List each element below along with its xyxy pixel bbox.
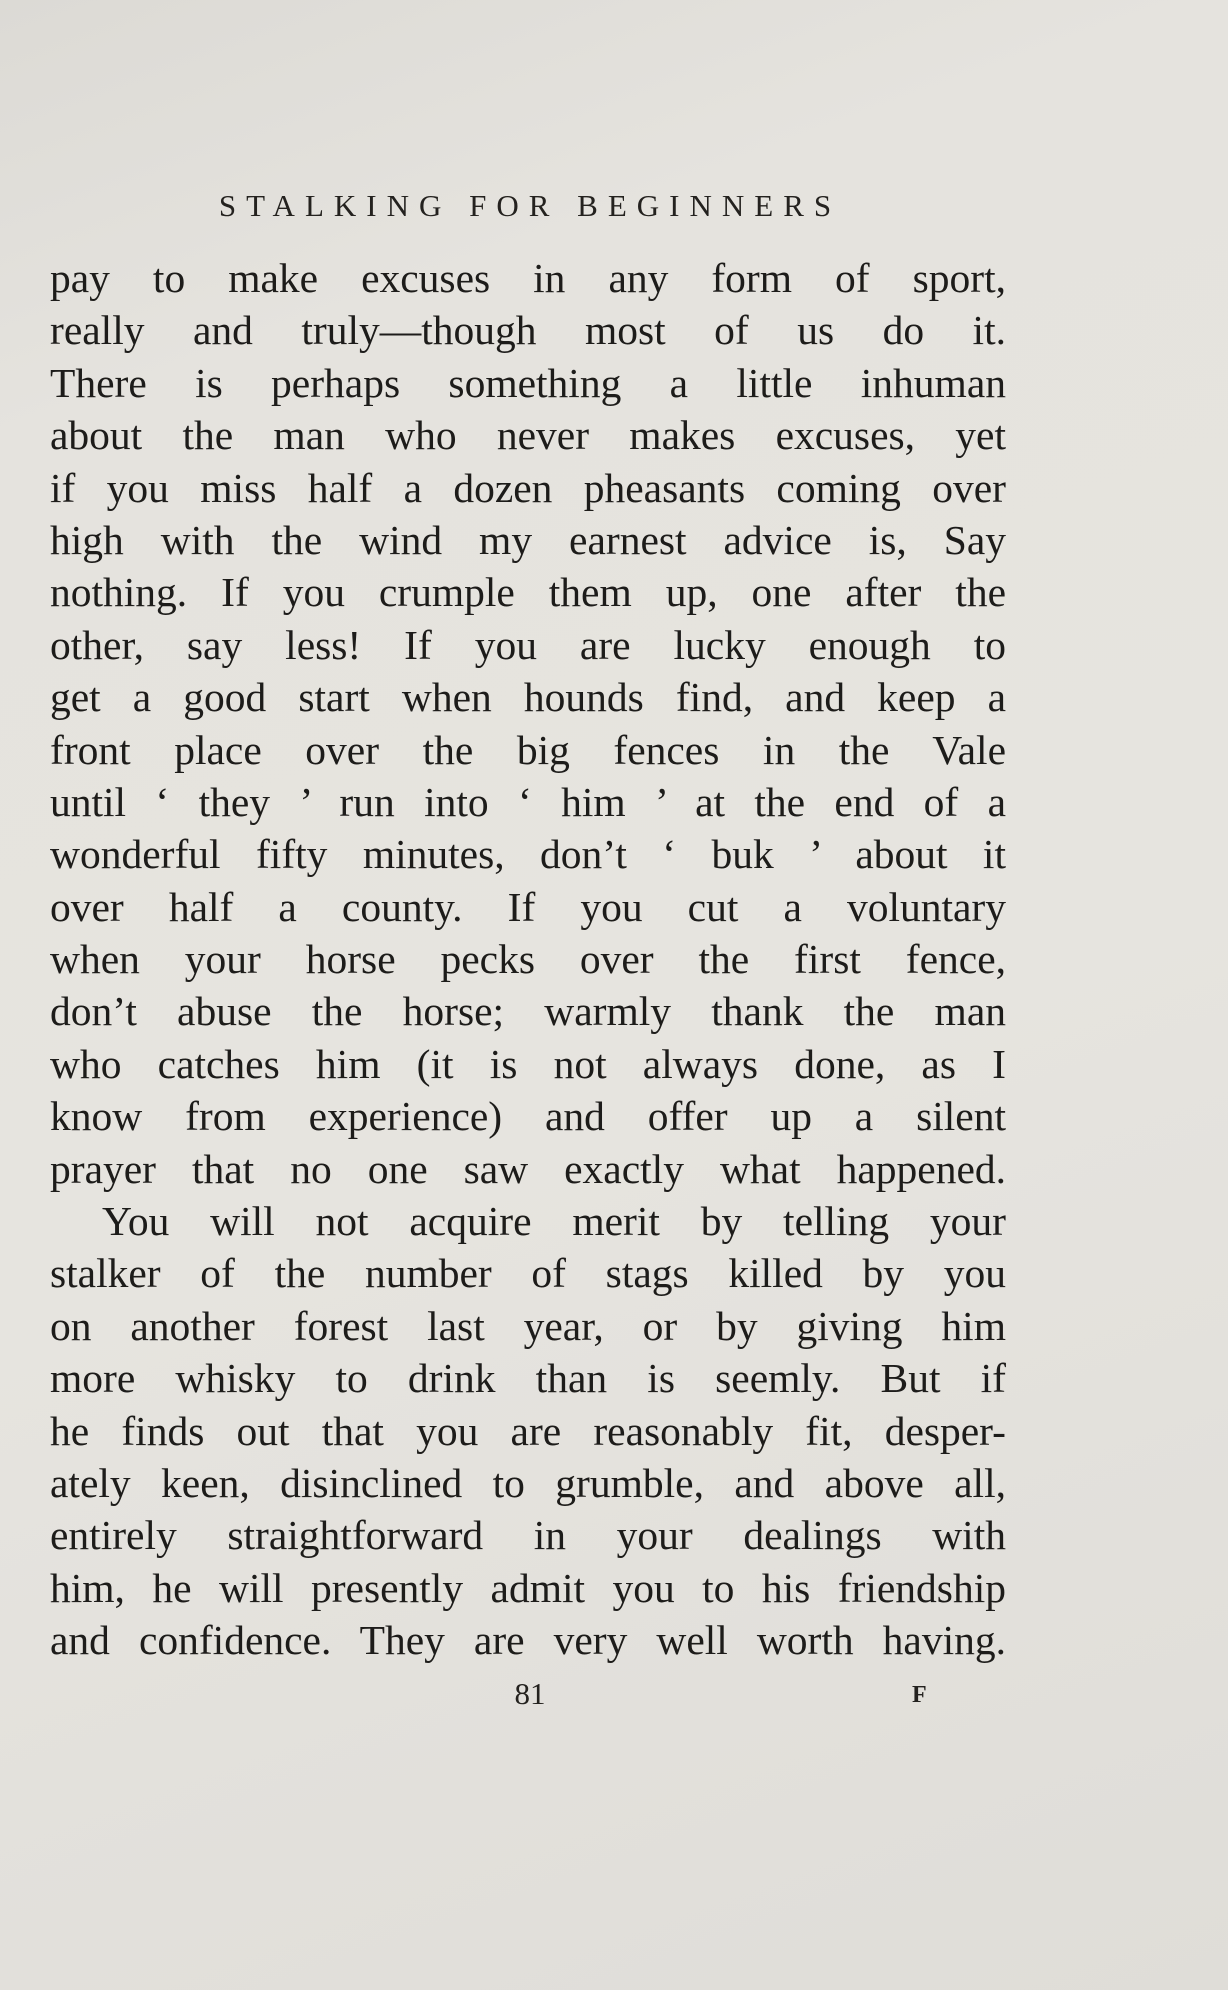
text-line: he finds out that you are reasonably fit, desper- bbox=[50, 1407, 1006, 1454]
body-text bbox=[50, 252, 1006, 1667]
text-line: other, say less! If you are lucky enough to bbox=[50, 621, 1006, 668]
paragraph-start-line: You will not acquire merit by telling your bbox=[102, 1198, 1006, 1245]
text-line: ately keen, disinclined to grumble, and above all, bbox=[50, 1459, 1006, 1506]
text-line: over half a county. If you cut a voluntary bbox=[50, 883, 1006, 930]
text-line: him, he will presently admit you to his friendship bbox=[50, 1564, 1006, 1611]
page-number: 81 bbox=[514, 1676, 546, 1711]
signature-mark: F bbox=[912, 1682, 927, 1708]
text-line: more whisky to drink than is seemly. But if bbox=[50, 1355, 1006, 1402]
text-line: stalker of the number of stags killed by you bbox=[50, 1250, 1006, 1297]
text-line: wonderful fifty minutes, don’t ‘ buk ’ about it bbox=[50, 831, 1006, 878]
text-line: entirely straightforward in your dealings with bbox=[50, 1512, 1006, 1559]
text-line: pay to make excuses in any form of sport, bbox=[50, 255, 1006, 301]
text-line: There is perhaps something a little inhuman bbox=[50, 359, 1006, 406]
text-line: on another forest last year, or by giving him bbox=[50, 1302, 1006, 1349]
running-head: STALKING FOR BEGINNERS bbox=[218, 188, 842, 223]
text-line: front place over the big fences in the Vale bbox=[50, 726, 1006, 773]
text-line: know from experience) and offer up a silent bbox=[50, 1093, 1006, 1140]
text-line: high with the wind my earnest advice is, Say bbox=[50, 516, 1006, 563]
text-line: who catches him (it is not always done, as I bbox=[50, 1040, 1006, 1087]
text-line: nothing. If you crumple them up, one after the bbox=[50, 569, 1006, 616]
text-line: and confidence. They are very well worth having. bbox=[50, 1617, 1006, 1664]
text-line: really and truly—though most of us do it. bbox=[50, 307, 1006, 354]
text-line: prayer that no one saw exactly what happened. bbox=[50, 1145, 1006, 1192]
text-line: until ‘ they ’ run into ‘ him ’ at the end of a bbox=[50, 778, 1006, 825]
text-line: when your horse pecks over the first fence, bbox=[50, 936, 1006, 983]
text-line: get a good start when hounds find, and keep a bbox=[50, 674, 1006, 721]
text-line: if you miss half a dozen pheasants coming over bbox=[50, 464, 1006, 511]
text-line: don’t abuse the horse; warmly thank the man bbox=[50, 988, 1006, 1035]
text-line: about the man who never makes excuses, yet bbox=[50, 412, 1006, 459]
